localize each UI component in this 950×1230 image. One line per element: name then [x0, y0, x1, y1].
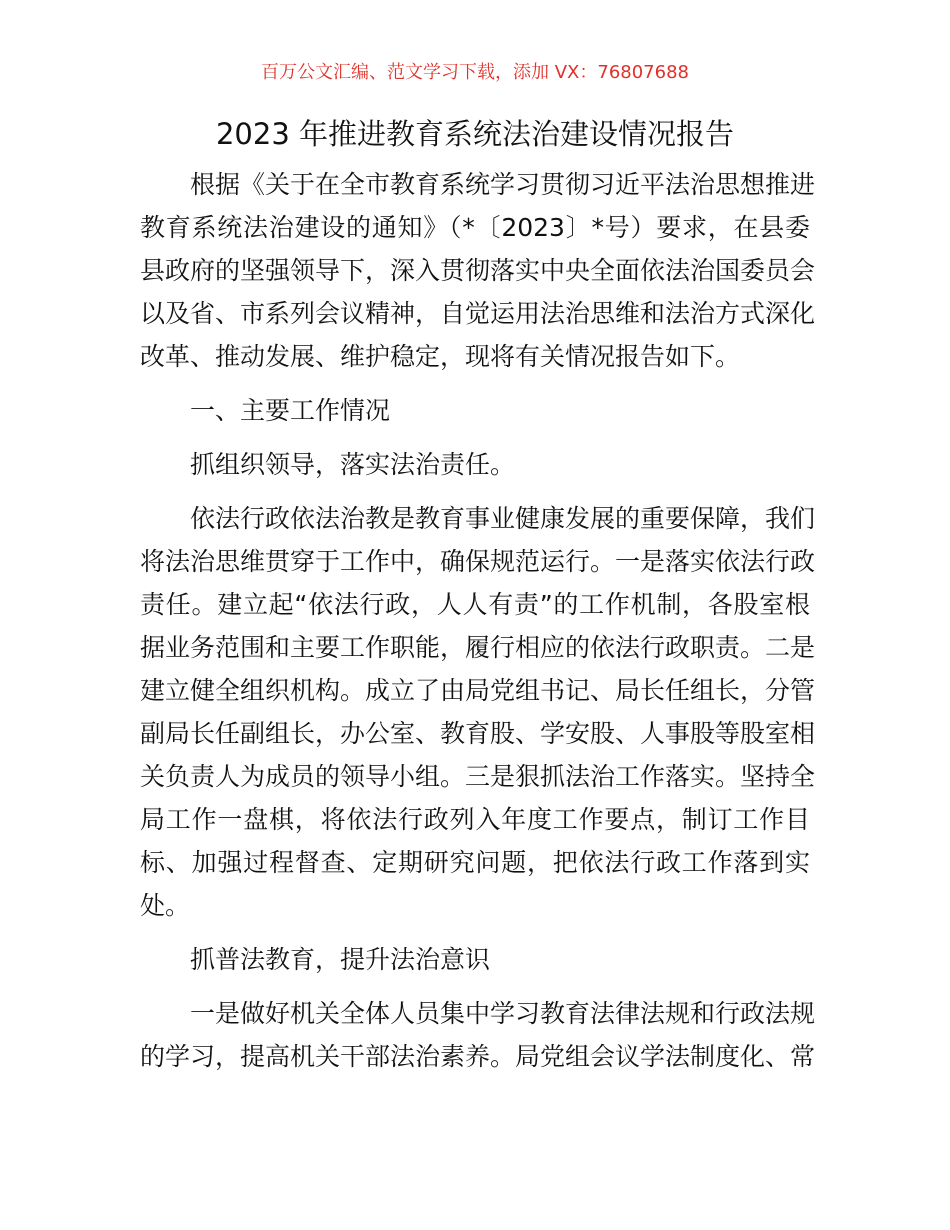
- document-body: [140, 163, 816, 1078]
- text-line: 抓组织领导，落实法治责任。: [190, 450, 516, 479]
- watermark-banner: 百万公文汇编、范文学习下载，添加 VX：76807688: [261, 62, 689, 83]
- paragraph: [140, 992, 816, 1078]
- text-line: 依法行政依法治教是教育事业健康发展的重要保障，我们: [190, 504, 816, 533]
- text-line: 建立健全组织机构。成立了由局党组书记、局长任组长，分管: [140, 676, 816, 705]
- text-line: 的学习，提高机关干部法治素养。局党组会议学法制度化、常: [140, 1042, 816, 1071]
- paragraph: [140, 938, 810, 981]
- text-line: 抓普法教育，提升法治意识: [190, 945, 491, 974]
- text-line: 局工作一盘棋，将依法行政列入年度工作要点，制订工作目: [140, 805, 810, 834]
- text-line: 关负责人为成员的领导小组。三是狠抓法治工作落实。坚持全: [140, 762, 816, 791]
- paragraph: [140, 163, 816, 378]
- paragraph: [140, 443, 810, 486]
- document-title: 2023 年推进教育系统法治建设情况报告: [215, 117, 735, 151]
- text-line: 以及省、市系列会议精神，自觉运用法治思维和法治方式深化: [140, 299, 816, 328]
- text-line: 根据《关于在全市教育系统学习贯彻习近平法治思想推进: [190, 170, 816, 199]
- text-line: 县政府的坚强领导下，深入贯彻落实中央全面依法治国委员会: [140, 256, 816, 285]
- text-line: 教育系统法治建设的通知》（*〔2023〕*号）要求，在县委: [140, 213, 810, 242]
- paragraph: [140, 389, 810, 432]
- text-line: 标、加强过程督查、定期研究问题，把依法行政工作落到实: [140, 848, 810, 877]
- text-line: 副局长任副组长，办公室、教育股、学安股、人事股等股室相: [140, 719, 816, 748]
- text-line: 据业务范围和主要工作职能，履行相应的依法行政职责。二是: [140, 633, 816, 662]
- paragraph: [140, 497, 816, 927]
- text-line: 责任。建立起“依法行政，人人有责”的工作机制，各股室根: [140, 590, 810, 619]
- text-line: 一是做好机关全体人员集中学习教育法律法规和行政法规: [190, 999, 816, 1028]
- text-line: 一、主要工作情况: [190, 396, 391, 425]
- text-line: 处。: [140, 891, 191, 920]
- text-line: 改革、推动发展、维护稳定，现将有关情况报告如下。: [140, 342, 741, 371]
- text-line: 将法治思维贯穿于工作中，确保规范运行。一是落实依法行政: [140, 547, 816, 576]
